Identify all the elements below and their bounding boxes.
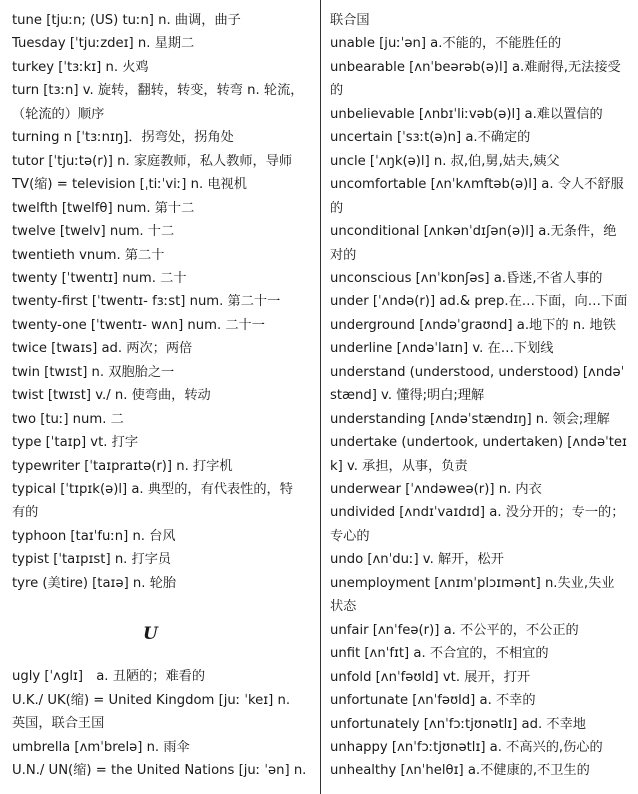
entry-line: turkey [ˈtɜːkɪ] n. 火鸡	[12, 59, 149, 75]
entry-line: twist [twɪst] v./ n. 使弯曲，转动	[12, 388, 211, 404]
entry-line: unbearable [ʌnˈbeərəb(ə)l] a.难耐得,无法接受	[330, 59, 621, 75]
entry-line: unfit [ʌnˈfɪt] a. 不合宜的，不相宜的	[330, 646, 549, 662]
entry-line: uncertain [ˈsɜːt(ə)n] a.不确定的	[330, 130, 531, 146]
entry-line: undertake (undertook, undertaken) [ʌndəˈteɪ	[330, 435, 627, 451]
entry-line: （轮流的）顺序	[12, 106, 105, 122]
entry-line: 专心的	[330, 528, 370, 544]
entry-line: unfortunately [ʌnˈfɔːtjʊnətlɪ] ad. 不幸地	[330, 716, 586, 732]
entry-line: unhealthy [ʌnˈhelθɪ] a.不健康的,不卫生的	[330, 763, 590, 779]
entry-line: turning n [ˈtɜːnɪŋ]．拐弯处，拐角处	[12, 130, 234, 146]
entry-line: undivided [ʌndɪˈvaɪdɪd] a. 没分开的；专一的；	[330, 505, 625, 521]
entry-line: typewriter [ˈtaɪpraɪtə(r)] n. 打字机	[12, 458, 233, 474]
entry-line: type [ˈtaɪp] vt. 打字	[12, 435, 139, 451]
entry-line: stænd] v. 懂得;明白;理解	[330, 388, 485, 404]
entry-line: 英国，联合王国	[12, 716, 105, 731]
entry-line: 状态	[330, 599, 357, 615]
left-column	[12, 0, 312, 794]
entry-line: 的	[330, 200, 344, 216]
entry-line: 有的	[12, 505, 39, 521]
entry-line: twelve [twelv] num. 十二	[12, 224, 175, 240]
entry-line: U.N./ UN(缩) = the United Nations [juː ˈən] n.	[12, 763, 307, 778]
entry-line: ugly [ˈʌglɪ] a. 丑陋的；难看的	[12, 669, 206, 684]
entry-line: underline [ʌndəˈlaɪn] v. 在…下划线	[330, 341, 554, 357]
entry-line: unfair [ʌnˈfeə(r)] a. 不公平的，不公正的	[330, 622, 579, 638]
entry-line: underground [ʌndəˈgraʊnd] a.地下的 n. 地铁	[330, 317, 616, 333]
entry-line: 的	[330, 83, 344, 99]
entry-line: U.K./ UK(缩) = United Kingdom [juː ˈkeɪ] n.	[12, 693, 291, 708]
entry-line: typical [ˈtɪpɪk(ə)l] a. 典型的，有代表性的，特	[12, 482, 293, 497]
entry-line: TV(缩) = television [ˌtiːˈviː] n. 电视机	[12, 177, 247, 193]
entry-line: tyre (美tire) [taɪə] n. 轮胎	[12, 575, 177, 591]
entry-line: tutor [ˈtjuːtə(r)] n. 家庭教师，私人教师，导师	[12, 153, 293, 169]
column-divider	[320, 0, 321, 794]
entry-line: unbelievable [ʌnbɪˈliːvəb(ə)l] a.难以置信的	[330, 106, 603, 122]
entry-line: unconscious [ʌnˈkɒnʃəs] a.昏迷,不省人事的	[330, 270, 603, 286]
entry-line: twice [twaɪs] ad. 两次；两倍	[12, 341, 193, 357]
entry-line: uncle [ˈʌŋk(ə)l] n. 叔,伯,舅,姑夫,姨父	[330, 153, 560, 169]
entry-line: under [ˈʌndə(r)] ad.& prep.在…下面，向…下面	[330, 294, 628, 310]
entry-line: typist [ˈtaɪpɪst] n. 打字员	[12, 552, 172, 568]
entry-line: undo [ʌnˈduː] v. 解开，松开	[330, 552, 504, 568]
entry-line: Tuesday [ˈtjuːzdeɪ] n. 星期二	[12, 36, 195, 52]
entry-line: tune [tjuːn; (US) tuːn] n. 曲调，曲子	[12, 13, 241, 28]
entry-line: understanding [ʌndəˈstændɪŋ] n. 领会;理解	[330, 411, 610, 427]
entry-line: two [tuː] num. 二	[12, 411, 124, 427]
entry-line: unfold [ʌnˈfəʊld] vt. 展开，打开	[330, 669, 531, 685]
entry-line: turn [tɜːn] v. 旋转，翻转，转变，转弯 n. 轮流，	[12, 83, 304, 99]
entry-line: twentieth vnum. 第二十	[12, 247, 165, 263]
section-letter-heading: U	[143, 624, 158, 644]
entry-line: k] v. 承担，从事，负责	[330, 458, 468, 474]
entry-line: unhappy [ʌnˈfɔːtjʊnətlɪ] a. 不高兴的,伤心的	[330, 739, 603, 755]
entry-line: 联合国	[330, 13, 370, 28]
entry-line: twin [twɪst] n. 双胞胎之一	[12, 364, 175, 380]
entry-line: unable [juːˈən] a.不能的，不能胜任的	[330, 36, 562, 52]
entry-line: twenty-one [ˈtwentɪ- wʌn] num. 二十一	[12, 317, 265, 333]
entry-line: unemployment [ʌnɪmˈplɔɪmənt] n.失业,失业	[330, 575, 615, 591]
entry-line: twelfth [twelfθ] num. 第十二	[12, 200, 195, 216]
entry-line: underwear [ˈʌndəweə(r)] n. 内衣	[330, 482, 542, 497]
entry-line: understand (understood, understood) [ʌndəˈ	[330, 364, 625, 380]
entry-line: unconditional [ʌnkənˈdɪʃən(ə)l] a.无条件，绝	[330, 224, 617, 240]
entry-line: unfortunate [ʌnˈfəʊld] a. 不幸的	[330, 693, 536, 709]
entry-line: twenty [ˈtwentɪ] num. 二十	[12, 270, 187, 286]
right-column	[330, 0, 632, 794]
entry-line: uncomfortable [ʌnˈkʌmftəb(ə)l] a. 令人不舒服	[330, 177, 624, 193]
entry-line: 对的	[330, 247, 357, 263]
entry-line: typhoon [taɪˈfuːn] n. 台风	[12, 528, 176, 544]
entry-line: umbrella [ʌmˈbrelə] n. 雨伞	[12, 740, 190, 755]
entry-line: twenty-first [ˈtwentɪ- fɜːst] num. 第二十一	[12, 294, 281, 310]
